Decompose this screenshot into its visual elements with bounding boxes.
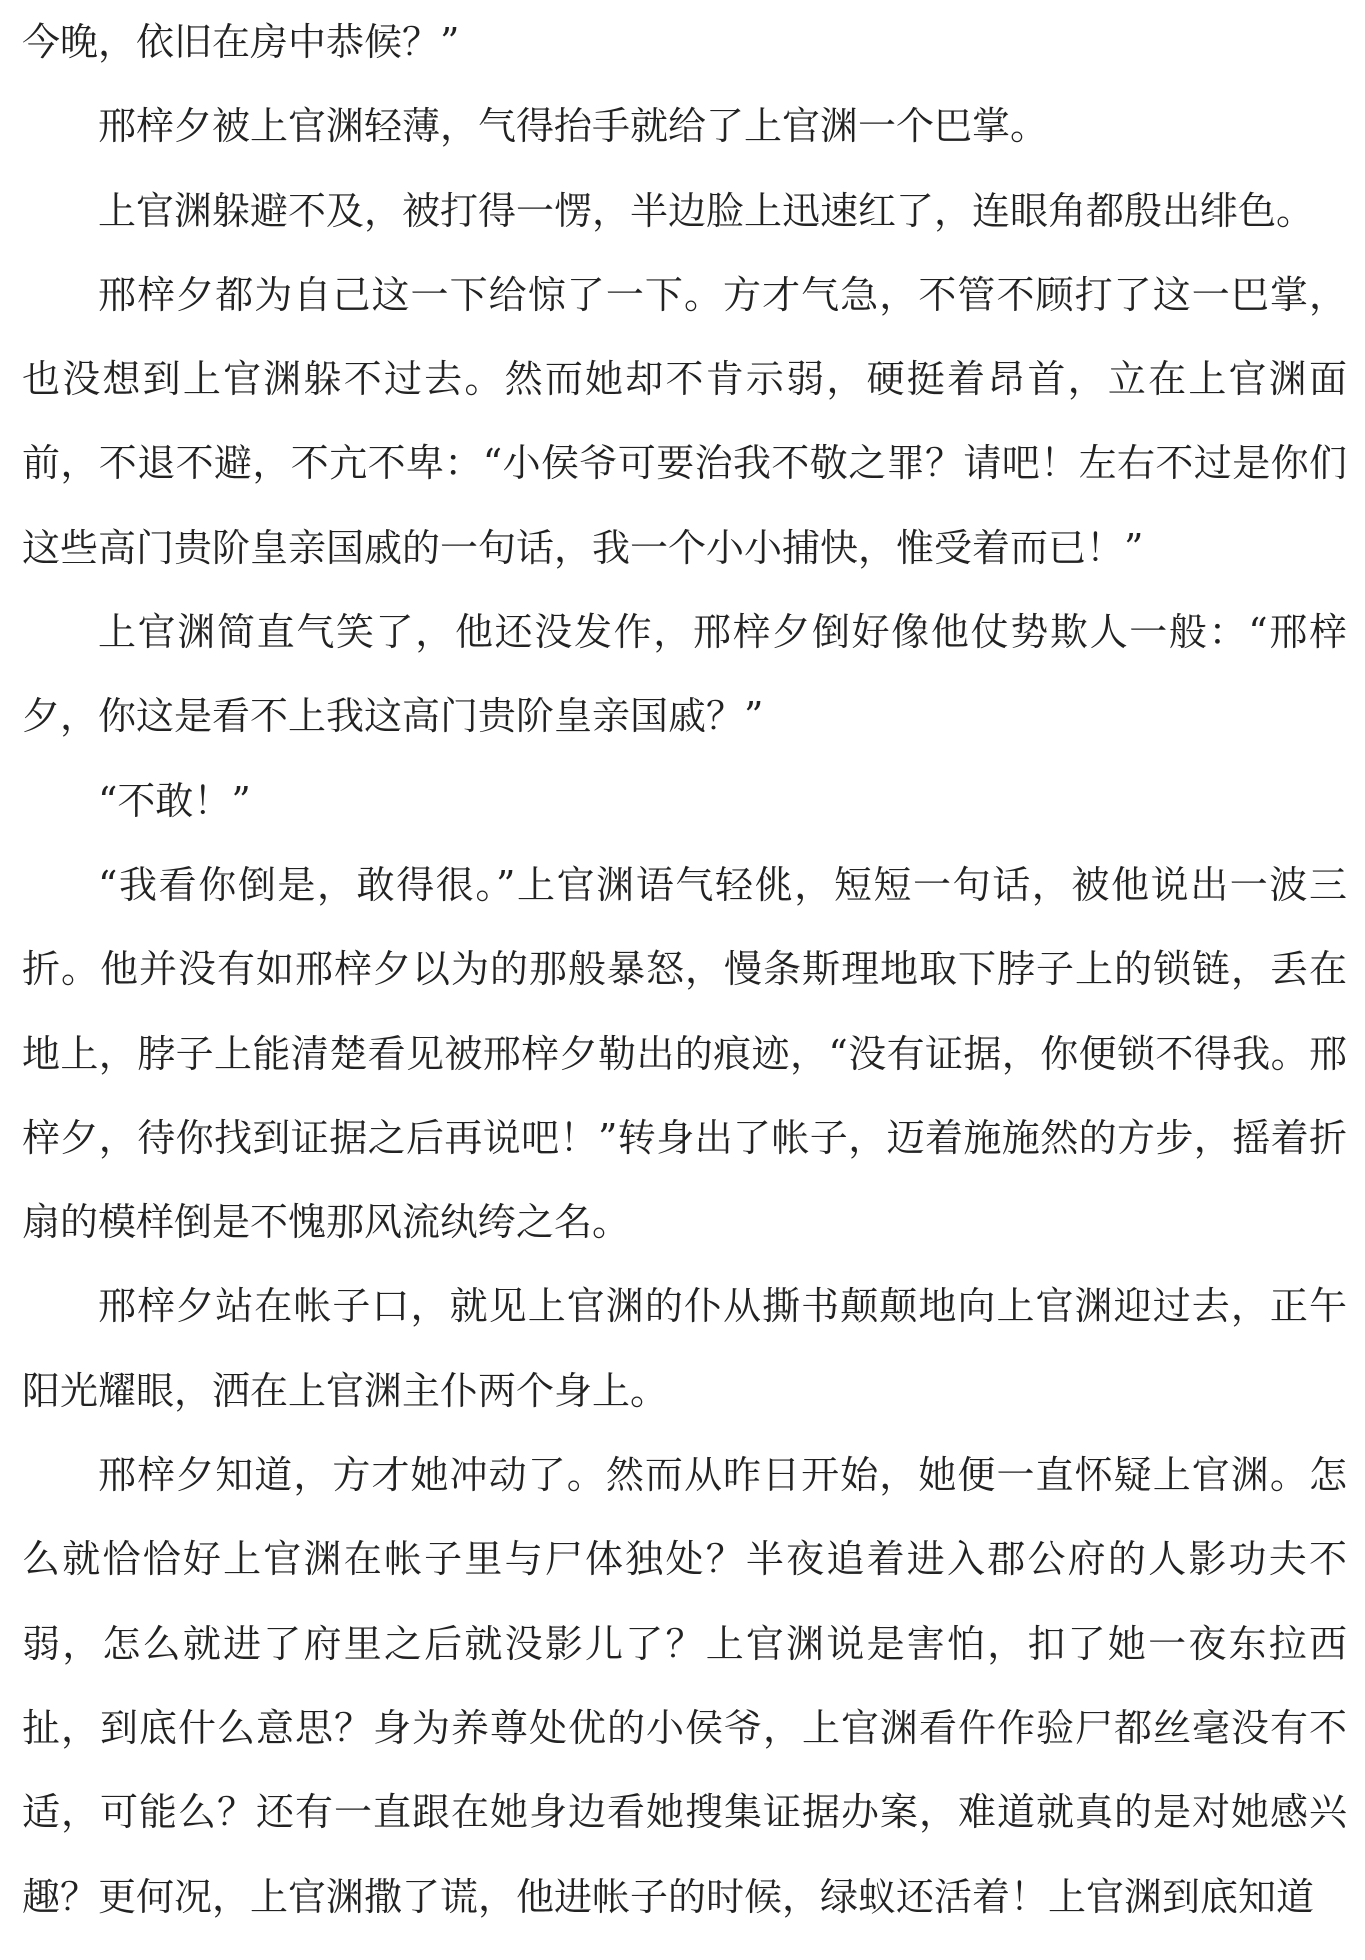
paragraph-9: 邢梓夕知道，方才她冲动了。然而从昨日开始，她便一直怀疑上官渊。怎么就恰恰好上官渊在帐子里与尸体独处？半夜追着进入郡公府的人影功夫不弱，怎么就进了府里之后就没影儿了？上官渊说是害怕，扣了她一夜东拉西扯，到底什么意思？身为养尊处优的小侯爷，上官渊看仵作验尸都丝毫没有不适，可能么？还有一直跟在她身边看她搜集证据办案，难道就真的是对她感兴趣？更何况，上官渊撒了谎，他进帐子的时候，绿蚁还活着！上官渊到底知道 [22, 1453, 1347, 1919]
paragraph-8: 邢梓夕站在帐子口，就见上官渊的仆从撕书颠颠地向上官渊迎过去，正午阳光耀眼，洒在上官渊主仆两个身上。 [22, 1284, 1347, 1413]
document-body [22, 0, 1347, 1939]
paragraph-5: 上官渊简直气笑了，他还没发作，邢梓夕倒好像他仗势欺人一般：“邢梓夕，你这是看不上我这高门贵阶皇亲国戚？” [22, 610, 1347, 739]
paragraph-6: “不敢！” [98, 778, 251, 823]
paragraph-2: 邢梓夕被上官渊轻薄，气得抬手就给了上官渊一个巴掌。 [98, 104, 1049, 149]
paragraph-7: “我看你倒是，敢得很。”上官渊语气轻佻，短短一句话，被他说出一波三折。他并没有如邢梓夕以为的那般暴怒，慢条斯理地取下脖子上的锁链，丢在地上，脖子上能清楚看见被邢梓夕勒出的痕迹，“没有证据，你便锁不得我。邢梓夕，待你找到证据之后再说吧！”转身出了帐子，迈着施施然的方步，摇着折扇的模样倒是不愧那风流纨绔之名。 [22, 862, 1347, 1245]
paragraph-4: 邢梓夕都为自己这一下给惊了一下。方才气急，不管不顾打了这一巴掌，也没想到上官渊躲不过去。然而她却不肯示弱，硬挺着昂首，立在上官渊面前，不退不避，不亢不卑：“小侯爷可要治我不敬之罪？请吧！左右不过是你们这些高门贵阶皇亲国戚的一句话，我一个小小捕快，惟受着而已！” [22, 272, 1347, 570]
paragraph-3: 上官渊躲避不及，被打得一愣，半边脸上迅速红了，连眼角都殷出绯色。 [98, 188, 1315, 233]
paragraph-1: 今晚，依旧在房中恭候？” [22, 20, 460, 64]
